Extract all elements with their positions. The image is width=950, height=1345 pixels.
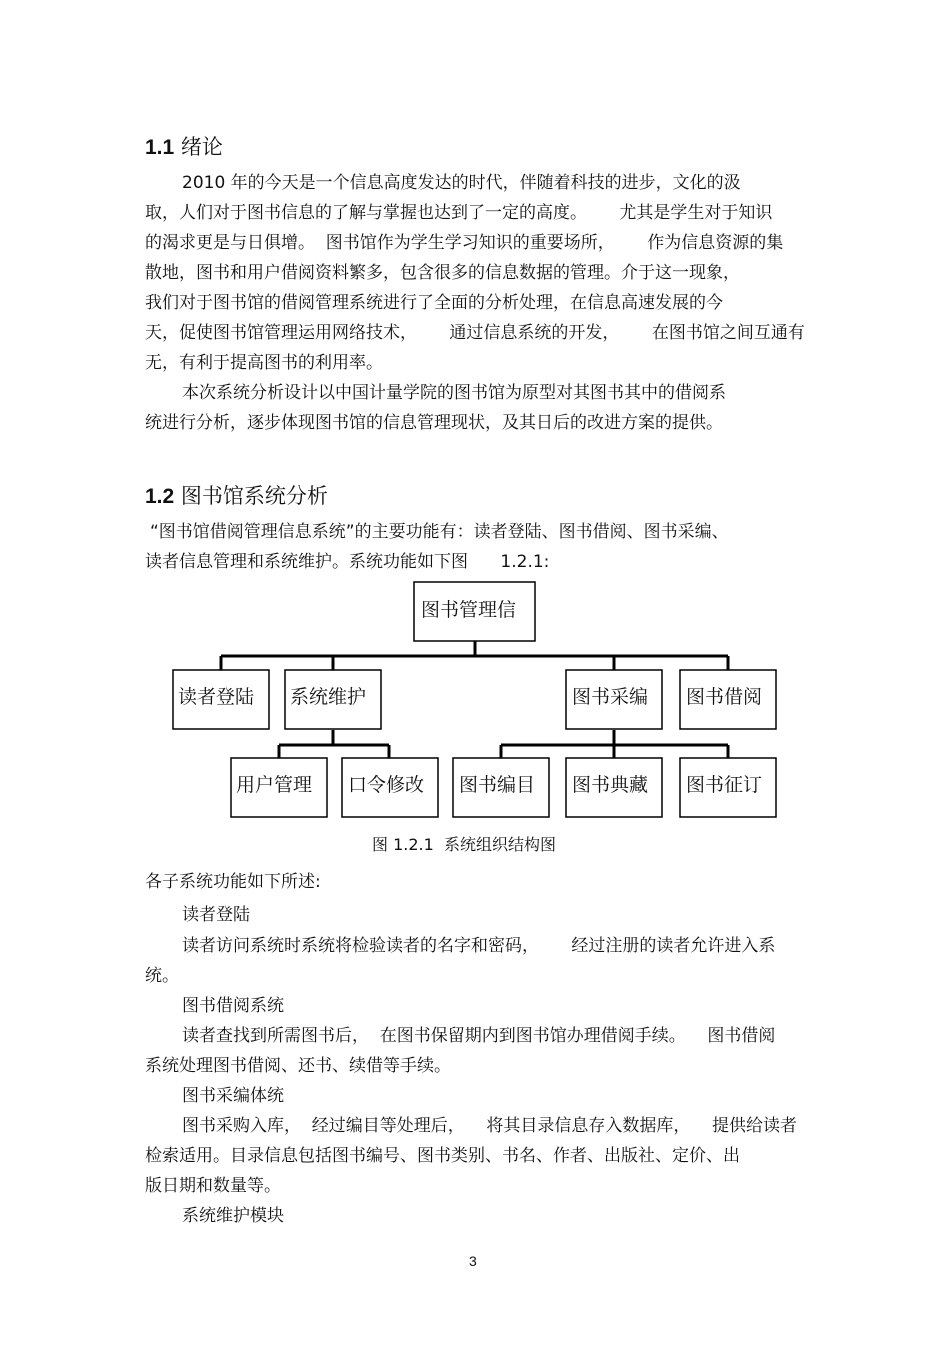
node-label-reader-login: 读者登陆 [178,686,255,708]
node-label-book-acquisition: 图书采编 [572,686,649,708]
paragraph-line: 读者访问系统时系统将检验读者的名字和密码， 经过注册的读者允许进入系 [182,936,776,956]
subsystems-intro: 各子系统功能如下所述: [145,872,321,892]
intro-line: “图书馆借阅管理信息系统”的主要功能有：读者登陆、图书借阅、图书采编、 [150,522,729,542]
paragraph-line: 散地，图书和用户借阅资料繁多，包含很多的信息数据的管理。介于这一现象， [145,263,740,283]
subsystem-heading: 图书借阅系统 [182,996,284,1016]
subsystem-heading: 图书采编体统 [182,1086,284,1106]
node-label-book-lending: 图书借阅 [686,686,763,708]
paragraph-line: 统进行分析，逐步体现图书馆的信息管理现状，及其日后的改进方案的提供。 [145,413,723,433]
node-label-ordering: 图书征订 [686,774,763,796]
node-label-user-management: 用户管理 [236,774,313,796]
paragraph-line: 系统处理图书借阅、还书、续借等手续。 [145,1056,451,1076]
paragraph-line: 取，人们对于图书信息的了解与掌握也达到了一定的高度。 尤其是学生对于知识 [145,203,773,223]
paragraph-line: 图书采购入库， 经过编目等处理后， 将其目录信息存入数据库， 提供给读者 [182,1116,798,1136]
subsystem-heading: 读者登陆 [182,905,250,925]
paragraph-line: 2010 年的今天是一个信息高度发达的时代，伴随着科技的进步，文化的汲 [182,173,741,193]
node-label-system-maintenance: 系统维护 [290,686,367,708]
figure-caption: 图 1.2.1 系统组织结构图 [372,835,556,854]
paragraph-line: 检索适用。目录信息包括图书编号、图书类别、书名、作者、出版社、定价、出 [145,1146,740,1166]
root-label: 图书管理信 [421,599,517,621]
paragraph-line: 我们对于图书馆的借阅管理系统进行了全面的分析处理，在信息高速发展的今 [145,293,723,313]
paragraph-line: 天，促使图书馆管理运用网络技术， 通过信息系统的开发， 在图书馆之间互通有 [145,323,805,343]
intro-line: 读者信息管理和系统维护。系统功能如下图 1.2.1: [145,552,550,572]
paragraph-line: 无，有利于提高图书的利用率。 [145,353,383,373]
section-1-heading: 绪论 [180,135,223,159]
section-2-number: 1.2 [145,485,175,508]
node-label-collection: 图书典藏 [572,774,649,796]
section-2-heading: 图书馆系统分析 [180,484,328,508]
node-label-password-change: 口令修改 [348,774,425,796]
page-number: 3 [469,1253,477,1269]
node-label-cataloging: 图书编目 [459,774,536,796]
paragraph-line: 本次系统分析设计以中国计量学院的图书馆为原型对其图书其中的借阅系 [182,383,726,403]
section-1-number: 1.1 [145,136,175,159]
paragraph-line: 版日期和数量等。 [145,1176,281,1196]
paragraph-line: 读者查找到所需图书后， 在图书保留期内到图书馆办理借阅手续。 图书借阅 [182,1026,776,1046]
subsystem-heading: 系统维护模块 [182,1206,284,1226]
paragraph-line: 统。 [145,966,179,986]
paragraph-line: 的渴求更是与日俱增。 图书馆作为学生学习知识的重要场所， 作为信息资源的集 [145,233,784,253]
